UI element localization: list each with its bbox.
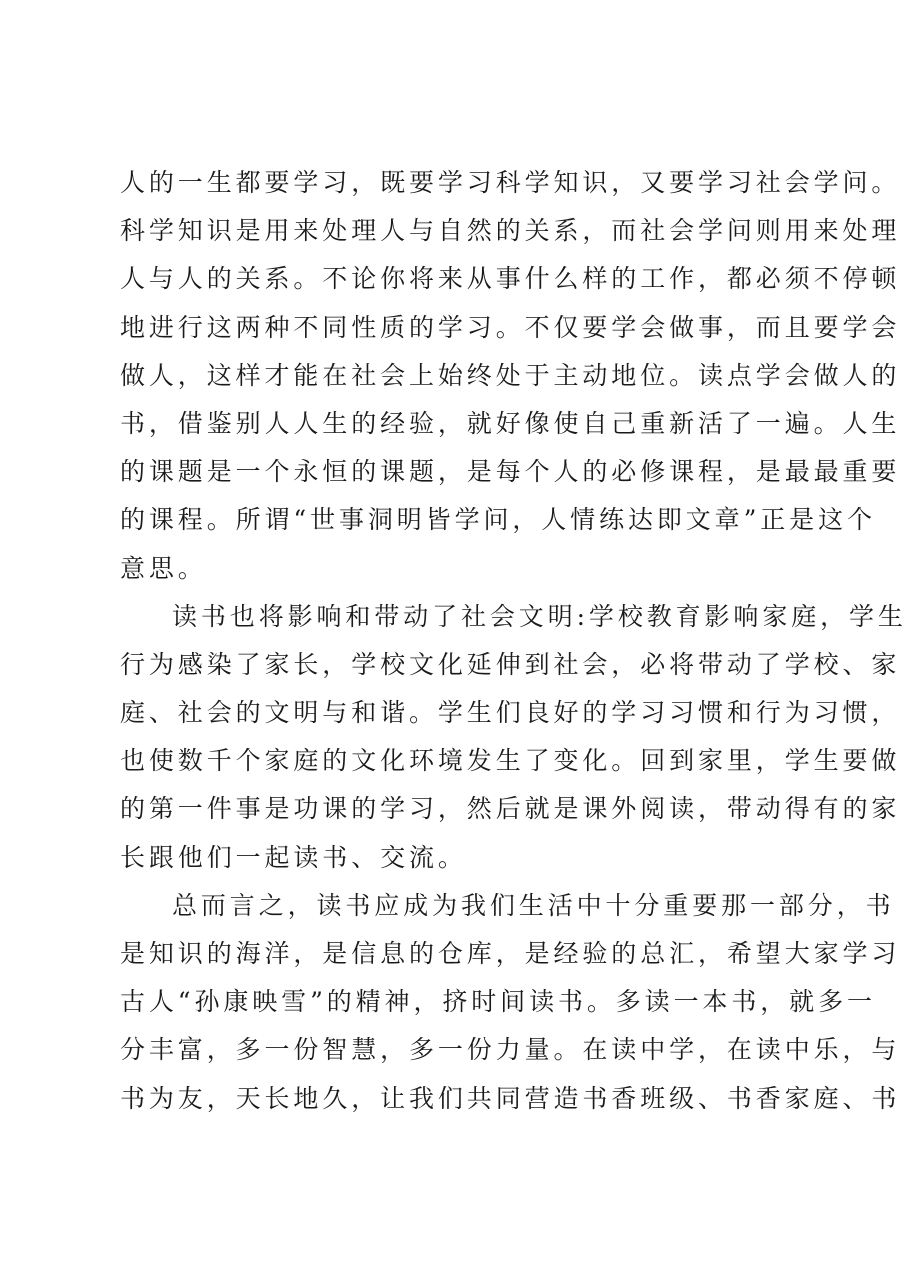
- text-line: 的第一件事是功课的学习，然后就是课外阅读，带动得有的家: [120, 794, 901, 824]
- text-line: 书，借鉴别人人生的经验，就好像使自己重新活了一遍。人生: [120, 408, 901, 438]
- text-line: 分丰富，多一份智慧，多一份力量。在读中学，在读中乐，与: [120, 1035, 901, 1065]
- text-line: 庭、社会的文明与和谐。学生们良好的学习习惯和行为习惯，: [120, 698, 901, 728]
- text-line: 地进行这两种不同性质的学习。不仅要学会做事，而且要学会: [120, 312, 901, 342]
- text-line: 是知识的海洋，是信息的仓库，是经验的总汇，希望大家学习: [120, 939, 901, 968]
- text-line: 古人“孙康映雪”的精神，挤时间读书。多读一本书，就多一: [120, 987, 876, 1017]
- paragraph-first-line: 读书也将影响和带动了社会文明:学校教育影响家庭，学生: [172, 601, 907, 631]
- text-line: 科学知识是用来处理人与自然的关系，而社会学问则用来处理: [120, 216, 901, 246]
- text-line: 人的一生都要学习，既要学习科学知识，又要学习社会学问。: [120, 168, 901, 197]
- text-line: 的课题是一个永恒的课题，是每个人的必修课程，是最最重要: [120, 457, 901, 487]
- text-line: 做人，这样才能在社会上始终处于主动地位。读点学会做人的: [120, 360, 901, 390]
- text-line: 意思。: [120, 553, 207, 583]
- paragraph-first-line: 总而言之，读书应成为我们生活中十分重要那一部分，书: [172, 890, 895, 920]
- text-line: 人与人的关系。不论你将来从事什么样的工作，都必须不停顿: [120, 264, 901, 294]
- text-line: 也使数千个家庭的文化环境发生了变化。回到家里，学生要做: [120, 746, 901, 776]
- text-line: 行为感染了家长，学校文化延伸到社会，必将带动了学校、家: [120, 649, 901, 679]
- text-line: 的课程。所谓“世事洞明皆学问，人情练达即文章”正是这个: [120, 505, 876, 535]
- text-line: 长跟他们一起读书、交流。: [120, 842, 467, 872]
- body-text: [120, 159, 907, 1123]
- text-line: 书为友，天长地久，让我们共同营造书香班级、书香家庭、书: [120, 1083, 901, 1113]
